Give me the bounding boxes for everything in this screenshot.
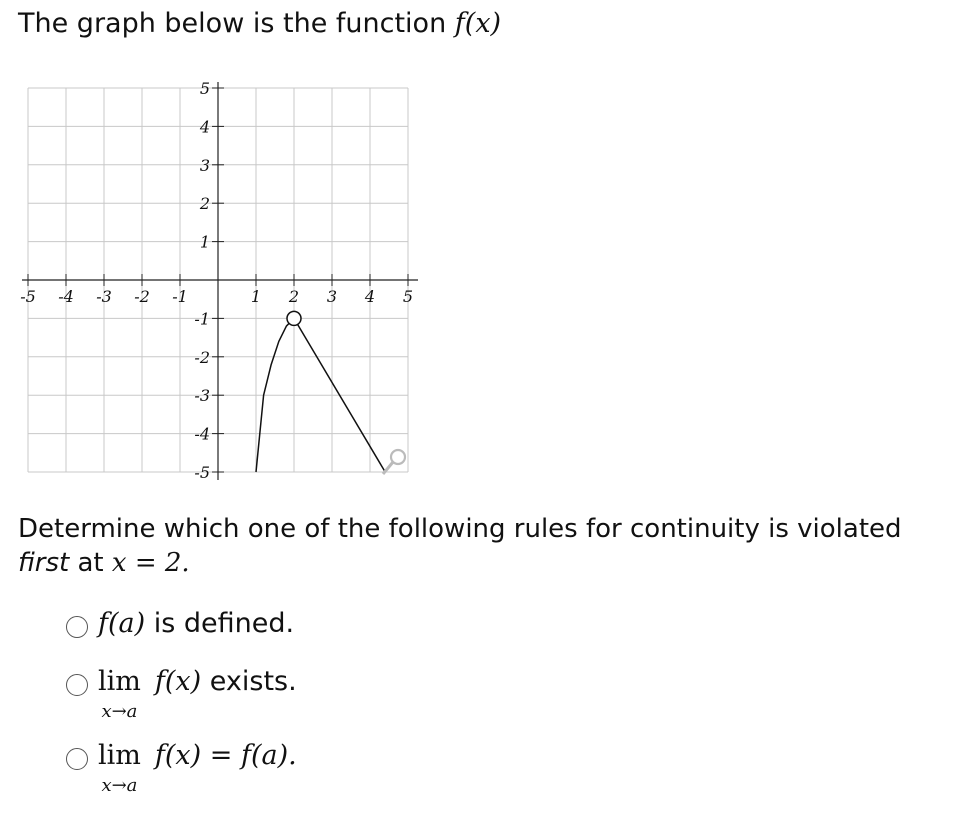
x-tick-label: 2 <box>288 287 300 306</box>
question-emphasis: first <box>18 548 70 578</box>
option-limit-equals[interactable] <box>66 740 297 796</box>
zoom-icon[interactable] <box>383 450 405 474</box>
y-tick-label: -2 <box>194 347 210 367</box>
graph-axes <box>22 82 418 480</box>
option-limit-exists[interactable] <box>66 666 297 722</box>
x-tick-label: -2 <box>134 287 150 306</box>
title-text: The graph below is the function <box>18 8 447 39</box>
x-tick-label: 5 <box>402 287 414 306</box>
limit-notation <box>98 666 141 722</box>
radio-button[interactable] <box>66 674 88 696</box>
limit-subscript: x→a <box>101 775 138 796</box>
question-text <box>18 512 958 580</box>
question-line2 <box>18 546 958 580</box>
y-tick-label: 5 <box>199 79 210 98</box>
x-tick-label: 4 <box>364 287 376 306</box>
y-tick-label: 2 <box>199 194 210 214</box>
limit-word: lim <box>98 740 141 771</box>
option-text: exists. <box>201 666 297 697</box>
y-tick-label: -5 <box>194 463 210 482</box>
option-math: f(a) <box>98 608 146 639</box>
option-text: is defined. <box>145 608 295 639</box>
x-tick-label: -1 <box>172 287 188 306</box>
graph-points <box>287 311 301 325</box>
option-math: f(x) <box>154 666 202 697</box>
y-tick-label: -1 <box>194 309 210 329</box>
question-title <box>18 8 501 39</box>
x-tick-label: -3 <box>96 287 112 306</box>
limit-notation <box>98 740 141 796</box>
x-tick-label: 3 <box>326 287 338 306</box>
question-line1: Determine which one of the following rules for continuity is violated <box>18 514 902 544</box>
y-tick-label: 1 <box>199 232 210 252</box>
x-tick-label: -4 <box>58 287 74 306</box>
option-math: f(x) = f(a). <box>154 740 297 771</box>
y-tick-label: 4 <box>199 117 210 137</box>
x-tick-label: 1 <box>250 287 262 306</box>
radio-button[interactable] <box>66 748 88 770</box>
y-tick-label: 3 <box>199 155 210 175</box>
question-at: at <box>69 548 112 578</box>
question-math: x = 2. <box>111 548 190 578</box>
limit-word: lim <box>98 666 141 697</box>
function-graph <box>0 70 430 490</box>
x-tick-label: -5 <box>20 287 36 306</box>
title-math: f(x) <box>454 8 502 39</box>
y-tick-label: -4 <box>194 424 210 444</box>
open-circle-point <box>287 311 301 325</box>
option-defined[interactable] <box>66 608 294 639</box>
limit-subscript: x→a <box>101 701 138 722</box>
y-tick-label: -3 <box>194 386 210 406</box>
radio-button[interactable] <box>66 616 88 638</box>
